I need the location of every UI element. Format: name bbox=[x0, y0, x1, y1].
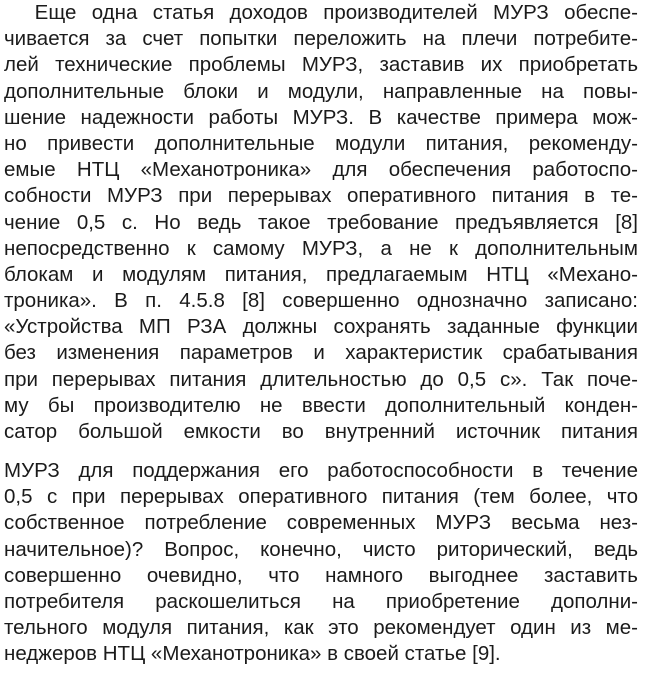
text-line: блокам и модулям питания, предлагаемым НТЦ «Механо- bbox=[4, 262, 638, 286]
text-line: сатор большой емкости во внутренний источник питания bbox=[4, 420, 638, 443]
text-line: МУРЗ для поддержания его работоспособности в течение bbox=[4, 459, 638, 482]
text-line: «Устройства МП РЗА должны сохранять заданные функции bbox=[4, 315, 638, 339]
text-line: непосредственно к самому МУРЗ, а не к дополнительным bbox=[4, 236, 638, 260]
text-line: Еще одна статья доходов производителей МУРЗ обеспе- bbox=[4, 1, 638, 24]
text-line: лей технические проблемы МУРЗ, заставив их приобретать bbox=[4, 53, 638, 77]
text-line: без изменения параметров и характеристик срабатывания bbox=[4, 341, 638, 365]
text-line: тельного модуля питания, как это рекомендует один из ме- bbox=[4, 616, 638, 640]
text-line: чение 0,5 с. Но ведь такое требование предъявляется [8] bbox=[4, 210, 638, 234]
text-line: при перерывах питания длительностью до 0,5 с». Так поче- bbox=[4, 367, 638, 391]
text-line: дополнительные блоки и модули, направленные на повы- bbox=[4, 79, 638, 103]
text-line: чивается за счет попытки переложить на плечи потребите- bbox=[4, 27, 638, 51]
text-line: 0,5 с при перерывах оперативного питания (тем более, что bbox=[4, 485, 638, 509]
text-line: емые НТЦ «Механотроника» для обеспечения работоспо- bbox=[4, 158, 638, 182]
text-line: му бы производителю не ввести дополнительный конден- bbox=[4, 393, 638, 417]
text-line: троника». В п. 4.5.8 [8] совершенно однозначно записано: bbox=[4, 289, 638, 313]
text-line: начительное)? Вопрос, конечно, чисто риторический, ведь bbox=[4, 537, 638, 561]
text-line: неджеров НТЦ «Механотроника» в своей статье [9]. bbox=[4, 642, 501, 666]
paragraph-2 bbox=[4, 458, 638, 668]
text-line: собственное потребление современных МУРЗ весьма нез- bbox=[4, 511, 638, 535]
text-line: шение надежности работы МУРЗ. В качестве примера мож- bbox=[4, 105, 638, 129]
text-line: собности МУРЗ при перерывах оперативного питания в те- bbox=[4, 184, 638, 208]
text-line: совершенно очевидно, что намного выгоднее заставить bbox=[4, 563, 638, 587]
text-line: потребителя раскошелиться на приобретение дополни- bbox=[4, 589, 638, 613]
paragraph-1 bbox=[4, 0, 638, 445]
text-line: но привести дополнительные модули питания, рекоменду- bbox=[4, 131, 638, 155]
